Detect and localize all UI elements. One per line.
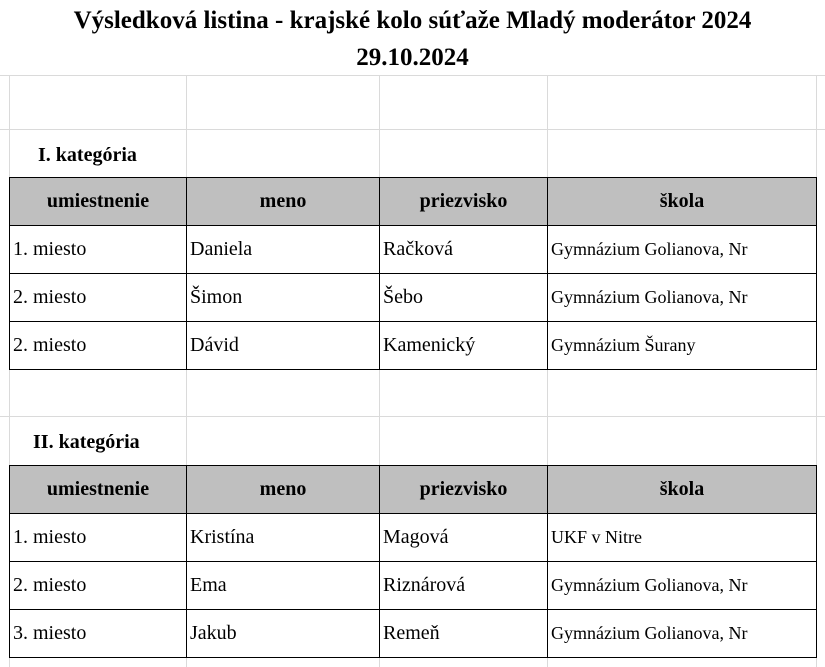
surname-cell: Šebo bbox=[380, 274, 548, 322]
category-2-heading: II. kategória bbox=[33, 431, 140, 453]
placement-cell: 2. miesto bbox=[10, 274, 187, 322]
first-name-cell: Dávid bbox=[187, 322, 380, 370]
first-name-cell: Ema bbox=[187, 562, 380, 610]
first-name-cell: Daniela bbox=[187, 226, 380, 274]
school-cell: UKF v Nitre bbox=[548, 514, 817, 562]
column-header-placement: umiestnenie bbox=[10, 178, 187, 226]
school-cell: Gymnázium Šurany bbox=[548, 322, 817, 370]
column-header-first-name: meno bbox=[187, 178, 380, 226]
placement-cell: 2. miesto bbox=[10, 562, 187, 610]
category-1-results-table bbox=[9, 177, 817, 370]
column-header-surname: priezvisko bbox=[380, 178, 548, 226]
table-row bbox=[10, 274, 817, 322]
first-name-cell: Šimon bbox=[187, 274, 380, 322]
table-row bbox=[10, 514, 817, 562]
first-name-cell: Jakub bbox=[187, 610, 380, 658]
category-1-heading: I. kategória bbox=[38, 144, 137, 166]
table-row bbox=[10, 562, 817, 610]
table-row bbox=[10, 610, 817, 658]
placement-cell: 2. miesto bbox=[10, 322, 187, 370]
column-header-school: škola bbox=[548, 178, 817, 226]
surname-cell: Kamenický bbox=[380, 322, 548, 370]
category-2-results-table bbox=[9, 465, 817, 658]
surname-cell: Magová bbox=[380, 514, 548, 562]
surname-cell: Remeň bbox=[380, 610, 548, 658]
school-cell: Gymnázium Golianova, Nr bbox=[548, 610, 817, 658]
school-cell: Gymnázium Golianova, Nr bbox=[548, 562, 817, 610]
table-header-row bbox=[10, 178, 817, 226]
surname-cell: Račková bbox=[380, 226, 548, 274]
column-header-school: škola bbox=[548, 466, 817, 514]
table-header-row bbox=[10, 466, 817, 514]
placement-cell: 1. miesto bbox=[10, 226, 187, 274]
column-header-surname: priezvisko bbox=[380, 466, 548, 514]
first-name-cell: Kristína bbox=[187, 514, 380, 562]
school-cell: Gymnázium Golianova, Nr bbox=[548, 226, 817, 274]
placement-cell: 3. miesto bbox=[10, 610, 187, 658]
surname-cell: Riznárová bbox=[380, 562, 548, 610]
column-header-placement: umiestnenie bbox=[10, 466, 187, 514]
table-row bbox=[10, 322, 817, 370]
school-cell: Gymnázium Golianova, Nr bbox=[548, 274, 817, 322]
column-header-first-name: meno bbox=[187, 466, 380, 514]
document-date: 29.10.2024 bbox=[356, 44, 469, 71]
table-row bbox=[10, 226, 817, 274]
placement-cell: 1. miesto bbox=[10, 514, 187, 562]
document-title: Výsledková listina - krajské kolo súťaže Mladý moderátor 2024 bbox=[73, 7, 752, 34]
